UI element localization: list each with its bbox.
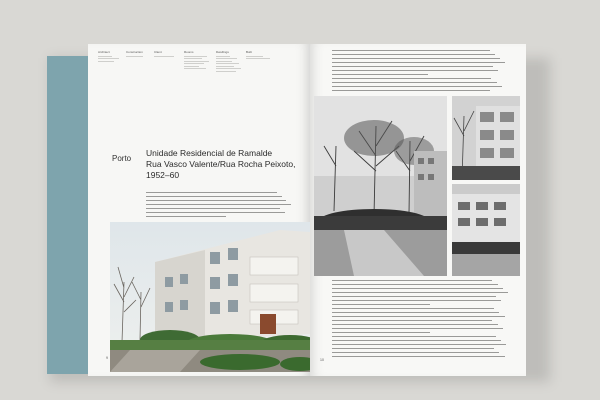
text-line xyxy=(332,288,503,289)
text-line xyxy=(146,216,226,217)
text-line xyxy=(332,316,505,317)
text-line xyxy=(246,56,263,57)
text-line xyxy=(246,58,270,59)
city-label: Porto xyxy=(112,154,132,163)
text-line xyxy=(146,192,277,193)
text-line xyxy=(332,300,501,301)
header-column xyxy=(126,50,152,58)
text-line xyxy=(332,344,506,345)
building-photo-color xyxy=(110,222,310,372)
text-line xyxy=(332,86,502,87)
text-line xyxy=(216,66,234,67)
text-line xyxy=(332,324,498,325)
text-line xyxy=(332,58,500,59)
text-line xyxy=(332,320,492,321)
text-line xyxy=(216,58,237,59)
text-line xyxy=(332,82,497,83)
text-line xyxy=(332,54,495,55)
text-line xyxy=(146,208,280,209)
text-line xyxy=(332,332,430,333)
text-line xyxy=(146,204,291,205)
building-photo-bw-top xyxy=(452,96,520,180)
text-line xyxy=(332,90,490,91)
text-line xyxy=(184,63,204,64)
text-line xyxy=(184,56,207,57)
text-line xyxy=(146,212,285,213)
text-line xyxy=(184,58,202,59)
right-page xyxy=(310,44,526,376)
building-photo-bw-bottom xyxy=(452,184,520,276)
header-column-label: Dwellings xyxy=(216,50,229,54)
text-line xyxy=(332,356,505,357)
text-line xyxy=(332,70,498,71)
right-page-number: 10 xyxy=(320,358,324,362)
text-line xyxy=(216,56,230,57)
text-line xyxy=(332,308,494,309)
text-line xyxy=(126,56,143,57)
text-line xyxy=(332,340,501,341)
header-column-label: Client xyxy=(154,50,162,54)
header-column xyxy=(98,50,124,63)
text-line xyxy=(98,56,112,57)
left-body-text xyxy=(146,192,294,220)
text-line xyxy=(332,296,496,297)
text-line xyxy=(332,62,505,63)
header-column-label: Architect xyxy=(98,50,110,54)
title-line: Rua Vasco Valente/Rua Rocha Peixoto, xyxy=(146,159,296,169)
left-page-number: 9 xyxy=(106,356,108,360)
right-bottom-text xyxy=(332,280,510,360)
header-column-label: Construction xyxy=(126,50,143,54)
header-column xyxy=(216,50,242,73)
title-line: 1952–60 xyxy=(146,170,180,180)
text-line xyxy=(332,312,499,313)
text-line xyxy=(184,68,206,69)
text-line xyxy=(98,61,114,62)
text-line xyxy=(184,61,209,62)
text-line xyxy=(332,74,428,75)
text-line xyxy=(216,63,239,64)
text-line xyxy=(332,336,496,337)
header-column-label: Built xyxy=(246,50,252,54)
text-line xyxy=(332,348,494,349)
text-line xyxy=(146,200,286,201)
project-title xyxy=(146,148,296,181)
text-line xyxy=(98,58,119,59)
text-line xyxy=(332,78,491,79)
text-line xyxy=(184,66,199,67)
right-top-text xyxy=(332,50,507,94)
text-line xyxy=(146,196,282,197)
text-line xyxy=(216,61,232,62)
text-line xyxy=(154,56,174,57)
text-line xyxy=(332,304,430,305)
header-column xyxy=(246,50,272,61)
left-page xyxy=(88,44,310,376)
text-line xyxy=(216,68,241,69)
text-line xyxy=(332,292,508,293)
text-line xyxy=(332,50,490,51)
header-column xyxy=(184,50,210,71)
header-column xyxy=(154,50,180,58)
title-line: Unidade Residencial de Ramalde xyxy=(146,148,273,158)
text-line xyxy=(332,66,493,67)
text-line xyxy=(332,328,503,329)
text-line xyxy=(332,280,492,281)
text-line xyxy=(332,284,498,285)
text-line xyxy=(332,352,499,353)
header-column-label: Rooms xyxy=(184,50,194,54)
building-photo-bw-large xyxy=(314,96,447,276)
text-line xyxy=(216,71,236,72)
